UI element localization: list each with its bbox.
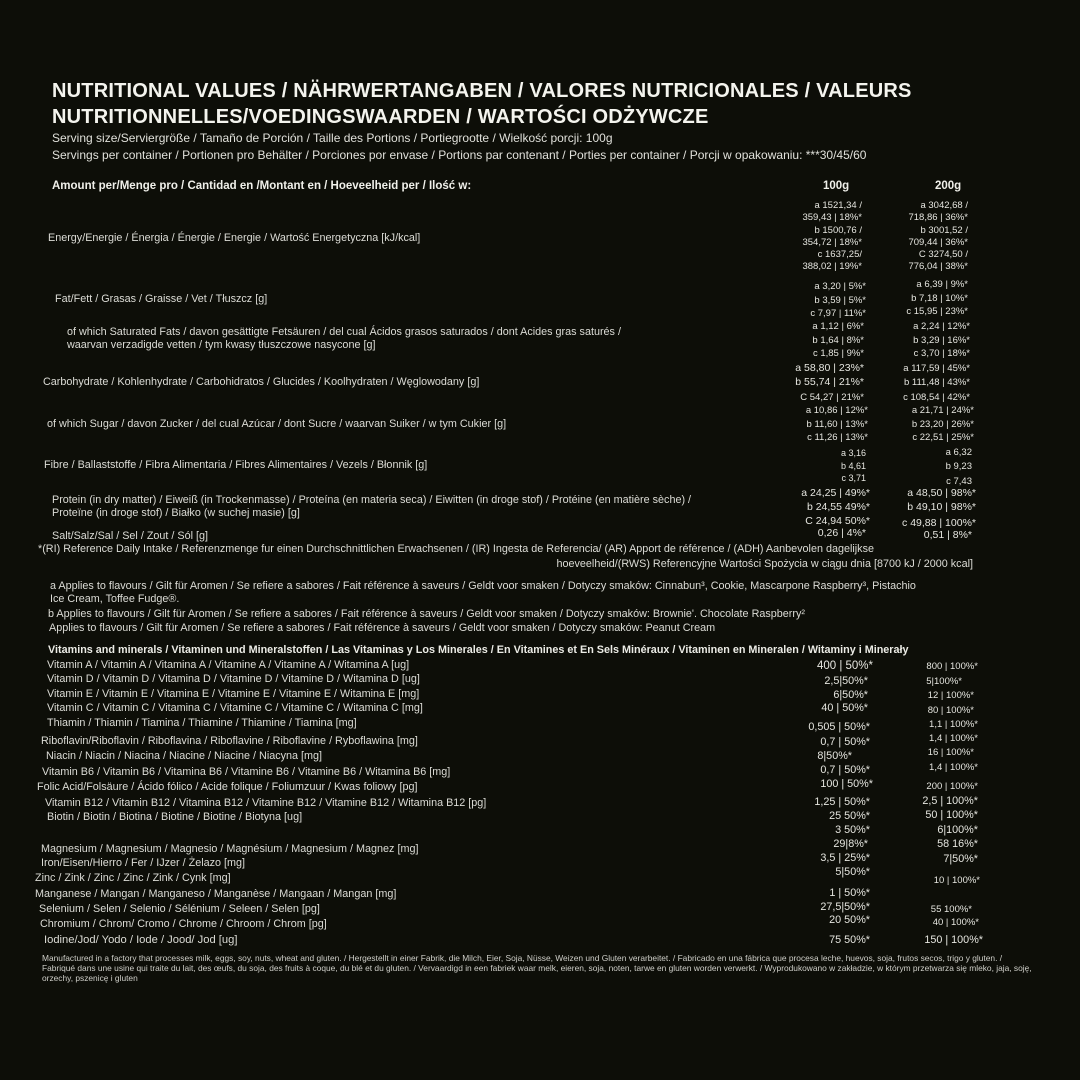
value-line: C 54,27 | 21%* [800, 392, 864, 403]
value-line: c 15,95 | 23%* [906, 306, 968, 317]
flavour-note-b: b Applies to flavours / Gilt für Aromen / Se refiere a sabores / Fait référence à saveurs / Geldt voor smaken / Dotyczy smaków: Brownie'. Chocolate Raspberry² [48, 608, 805, 620]
value-line: c 7,97 | 11%* [810, 308, 866, 319]
vitamin-b12-200g: 2,5 | 100%* [922, 795, 978, 807]
amount-per-label: Amount per/Menge pro / Cantidad en /Montant en / Hoeveelheid per / Ilość w: [52, 180, 472, 192]
vitamin-c-200g: 80 | 100%* [927, 705, 974, 716]
niacin-label: Niacin / Niacin / Niacina / Niacine / Niacine / Niacyna [mg] [46, 750, 323, 762]
folic-acid-200g: 200 | 100%* [926, 781, 978, 792]
value-line: a 48,50 | 98%* [907, 487, 976, 499]
row-fat-100g [810, 280, 866, 321]
value-line: b 23,20 | 26%* [911, 418, 974, 430]
value-line: b 7,18 | 10%* [911, 292, 968, 304]
row-fibre-200g [946, 446, 972, 489]
value-line: c 3,70 | 18%* [913, 348, 970, 359]
row-protein-label [52, 494, 691, 520]
iodine-200g: 150 | 100%* [924, 934, 983, 946]
row-salt-200g: 0,51 | 8%* [923, 529, 972, 541]
manganese-100g: 1 | 50%* [829, 887, 870, 899]
folic-acid-100g: 100 | 50%* [820, 778, 873, 790]
page-title [52, 78, 912, 130]
value-line: c 1637,25/ [817, 249, 862, 261]
value-line: a 6,32 [945, 447, 972, 458]
vitamin-e-100g: 6|50%* [833, 689, 868, 701]
value-line: c 1,85 | 9%* [812, 348, 864, 359]
row-fibre-100g [841, 447, 866, 485]
value-line: 776,04 | 38%* [908, 261, 968, 273]
row-carbohydrate-100g [795, 362, 864, 405]
value-line: b 1500,76 / [814, 224, 862, 236]
value-line: a 58,80 | 23%* [795, 362, 864, 374]
biotin-200g: 50 | 100%* [925, 809, 978, 821]
biotin-100g: 25 50%* [829, 810, 870, 822]
value-line: c 49,88 | 100%* [902, 517, 976, 529]
vitamin-d-100g: 2,5|50%* [824, 675, 868, 687]
row-protein-100g [801, 487, 870, 529]
value-line: c 3,71 [841, 473, 866, 483]
value-line: a 2,24 | 12%* [913, 321, 970, 332]
label-line: of which Saturated Fats / davon gesättigte Fetsäuren / del cual Ácidos grasos saturados / dont Acides gras saturés / [67, 326, 621, 338]
vitamin-d-200g: 5|100%* [926, 676, 962, 687]
flavour-note-c: Applies to flavours / Gilt für Aromen / Se refiere a sabores / Fait référence à saveurs / Geldt voor smaken / Dotyczy smaków: Peanut Cream [49, 622, 716, 634]
iodine-label: Iodine/Jod/ Yodo / Iode / Jood/ Jod [ug] [44, 934, 238, 946]
vitamin-b12-label: Vitamin B12 / Vitamin B12 / Vitamina B12 / Vitamine B12 / Vitamine B12 / Witamina B12 [pg] [45, 797, 487, 809]
value-line: 354,72 | 18%* [802, 236, 862, 248]
value-line: b 24,55 49%* [806, 500, 870, 513]
column-100g: 100g [823, 180, 850, 192]
vitamins-heading: Vitamins and minerals / Vitaminen und Mineralstoffen / Las Vitaminas y Los Minerales / En Vitamines et En Sels Minéraux / Vitaminen en Mineralen / Witaminy i Minerały [48, 644, 909, 656]
servings-per-container: Servings per container / Portionen pro Behälter / Porciones por envase / Portions par contenant / Porties per container / Porcji w opakowaniu: ***30/45/60 [52, 148, 867, 162]
iodine-100g: 75 50%* [829, 934, 870, 946]
zinc-100g: 5|50%* [835, 866, 870, 878]
value-line: a 24,25 | 49%* [801, 487, 870, 499]
iron-200g: 7|50%* [943, 853, 978, 865]
row-salt-label: Salt/Salz/Sal / Sel / Zout / Sól [g] [52, 530, 209, 542]
row-salt-100g: 0,26 | 4%* [817, 527, 866, 539]
label-line: Protein (in dry matter) / Eiweiß (in Trockenmasse) / Proteína (en materia seca) / Eiwitten (in droge stof) / Protéine (en matière sèche) / [52, 494, 692, 506]
flavour-note-a-line: Ice Cream, Toffee Fudge®. [50, 593, 180, 605]
row-sugar-100g [806, 404, 868, 445]
row-fat-label: Fat/Fett / Grasas / Graisse / Vet / Tłuszcz [g] [55, 293, 268, 305]
allergen-statement: Manufactured in a factory that processes milk, eggs, soy, nuts, wheat and gluten. / Hergestellt in einer Fabrik, die Milch, Eier, Soja, Nüsse, Weizen und Gluten verarbeitet. / Fabricado en una fábrica que procesa leche, huevos, soja, frutos secos, trigo y gluten. / Fabriqué dans une usine qui traite du lait, des œufs, du soja, des fruits à coque, du blé et du gluten. / Vervaardigd in een fabriek waar melk, eieren, soja, noten, tarwe en gluten worden verwerkt. / Wyprodukowano w zakładzie, w którym przetwarza się mleko, jaja, soję, orzechy, pszenicę i gluten [42, 953, 1032, 984]
row-energy-200g [908, 200, 968, 274]
thiamin-label: Thiamin / Thiamin / Tiamina / Thiamine / Thiamine / Tiamina [mg] [47, 717, 357, 729]
row-carbohydrate-200g [903, 362, 970, 405]
ri-note-line-1: *(RI) Reference Daily Intake / Referenzmenge fur einen Durchschnittlichen Erwachsenen / (IR) Ingesta de Referencia/ (AR) Apport de référence / (ADH) Aanbevolen dagelijkse [38, 543, 874, 555]
iron-label: Iron/Eisen/Hierro / Fer / IJzer / Żelazo [mg] [41, 857, 246, 869]
title-line-2: NUTRITIONNELLES/VOEDINGSWAARDEN / WARTOŚCI ODŻYWCZE [52, 106, 709, 128]
row-sugar-200g [912, 404, 974, 445]
value-line: b 3,29 | 16%* [913, 334, 970, 346]
value-line: c 108,54 | 42%* [903, 392, 970, 403]
value-line: c 11,26 | 13%* [807, 432, 868, 443]
value-line: c 7,43 [946, 476, 972, 487]
zinc-label: Zinc / Zink / Zinc / Zinc / Zink / Cynk [mg] [35, 872, 231, 884]
chromium-100g: 20 50%* [829, 914, 870, 926]
value-line: C 3274,50 / [918, 249, 968, 261]
unlabeled-row-200g: 6|100%* [937, 824, 978, 836]
thiamin-200g: 1,1 | 100%* [929, 719, 978, 730]
serving-size: Serving size/Serviergröße / Tamaño de Porción / Taille des Portions / Portiegrootte / Wielkość porcji: 100g [52, 131, 613, 145]
value-line: a 1,12 | 6%* [812, 321, 864, 332]
riboflavin-100g: 0,7 | 50%* [820, 736, 870, 748]
value-line: b 111,48 | 43%* [903, 376, 970, 388]
chromium-label: Chromium / Chrom/ Cromo / Chrome / Chroom / Chrom [pg] [40, 918, 327, 930]
row-sugar-label: of which Sugar / davon Zucker / del cual Azúcar / dont Sucre / waarvan Suiker / w tym Cukier [g] [47, 418, 507, 430]
value-line: b 9,23 [945, 460, 972, 472]
flavour-note-a-line: a Applies to flavours / Gilt für Aromen / Se refiere a sabores / Fait référence à saveurs / Geldt voor smaken / Dotyczy smaków: Cinnabun³, Cookie, Mascarpone Raspberry³, Pistachio [50, 580, 916, 592]
value-line: c 22,51 | 25%* [912, 432, 974, 443]
value-line: b 4,61 [840, 460, 866, 471]
value-line: a 3,20 | 5%* [814, 281, 866, 292]
value-line: a 3042,68 / [920, 200, 968, 211]
row-energy-100g [802, 200, 862, 274]
value-line: a 6,39 | 9%* [916, 279, 968, 290]
value-line: 718,86 | 36%* [908, 212, 968, 224]
vitamin-e-label: Vitamin E / Vitamin E / Vitamina E / Vitamine E / Vitamine E / Witamina E [mg] [47, 688, 420, 700]
riboflavin-label: Riboflavin/Riboflavin / Riboflavina / Riboflavine / Riboflavine / Ryboflawina [mg] [41, 735, 418, 747]
vitamin-a-100g: 400 | 50%* [816, 660, 873, 672]
niacin-100g: 8|50%* [817, 750, 852, 762]
iron-100g: 3,5 | 25%* [820, 852, 870, 864]
magnesium-label: Magnesium / Magnesium / Magnesio / Magnésium / Magnesium / Magnez [mg] [41, 843, 419, 855]
niacin-200g: 16 | 100%* [927, 747, 974, 758]
selenium-label: Selenium / Selen / Selenio / Sélénium / Seleen / Selen [pg] [39, 903, 320, 915]
title-line-1: NUTRITIONAL VALUES / NÄHRWERTANGABEN / VALORES NUTRICIONALES / VALEURS [52, 80, 912, 102]
value-line: a 10,86 | 12%* [805, 405, 868, 416]
vitamin-b12-100g: 1,25 | 50%* [814, 796, 870, 808]
biotin-label: Biotin / Biotin / Biotina / Biotine / Biotine / Biotyna [ug] [47, 811, 303, 823]
vitamin-b6-label: Vitamin B6 / Vitamin B6 / Vitamina B6 / Vitamine B6 / Vitamine B6 / Witamina B6 [mg] [42, 766, 451, 778]
vitamin-a-label: Vitamin A / Vitamin A / Vitamina A / Vitamine A / Vitamine A / Witamina A [ug] [47, 659, 410, 671]
vitamin-e-200g: 12 | 100%* [927, 690, 974, 701]
vitamin-b6-100g: 0,7 | 50%* [820, 764, 870, 776]
label-line: Proteïne (in droge stof) / Białko (w suchej masie) [g] [52, 507, 300, 519]
value-line: a 117,59 | 45%* [903, 363, 970, 374]
vitamin-b6-200g: 1,4 | 100%* [929, 762, 978, 773]
value-line: b 3001,52 / [920, 224, 968, 236]
vitamin-a-200g: 800 | 100%* [926, 661, 978, 672]
row-saturated-200g [913, 320, 970, 361]
unlabeled-row-100g: 3 50%* [835, 824, 870, 836]
row-protein-200g [902, 487, 976, 531]
value-line: b 55,74 | 21%* [795, 375, 864, 388]
row-carbohydrate-label: Carbohydrate / Kohlenhydrate / Carbohidratos / Glucides / Koolhydraten / Węglowodany [g] [43, 376, 480, 388]
vitamin-c-100g: 40 | 50%* [821, 702, 868, 714]
row-fibre-label: Fibre / Ballaststoffe / Fibra Alimentaria / Fibres Alimentaires / Vezels / Błonnik [g] [44, 459, 428, 471]
magnesium-200g: 58 16%* [937, 838, 978, 850]
row-energy-label: Energy/Energie / Énergia / Énergie / Energie / Wartość Energetyczna [kJ/kcal] [48, 232, 421, 244]
value-line: 709,44 | 36%* [908, 236, 968, 248]
riboflavin-200g: 1,4 | 100%* [929, 733, 978, 744]
vitamin-c-label: Vitamin C / Vitamin C / Vitamina C / Vitamine C / Vitamine C / Witamina C [mg] [47, 702, 423, 714]
value-line: b 11,60 | 13%* [806, 418, 868, 430]
chromium-200g: 40 | 100%* [932, 917, 979, 928]
row-saturated-label [67, 326, 621, 352]
selenium-100g: 27,5|50%* [820, 901, 870, 913]
vitamin-d-label: Vitamin D / Vitamin D / Vitamina D / Vitamine D / Vitamine D / Witamina D [ug] [47, 673, 420, 685]
column-200g: 200g [935, 180, 962, 192]
zinc-200g: 10 | 100%* [933, 875, 980, 886]
row-saturated-100g [812, 320, 864, 361]
row-fat-200g [906, 278, 968, 319]
manganese-label: Manganese / Mangan / Manganeso / Manganèse / Mangaan / Mangan [mg] [35, 888, 397, 900]
selenium-200g: 55 100%* [930, 904, 972, 915]
folic-acid-label: Folic Acid/Folsäure / Ácido fólico / Acide folique / Foliumzuur / Kwas foliowy [pg] [37, 781, 418, 793]
value-line: a 21,71 | 24%* [911, 405, 974, 416]
ri-note-line-2: hoeveelheid/(RWS) Referencyjne Wartości Spożycia w ciągu dnia [8700 kJ / 2000 kcal] [556, 558, 973, 570]
value-line: a 1521,34 / [814, 200, 862, 211]
value-line: b 1,64 | 8%* [812, 334, 864, 346]
thiamin-100g: 0,505 | 50%* [808, 721, 870, 733]
value-line: a 3,16 [840, 448, 866, 458]
magnesium-100g: 29|8%* [833, 838, 868, 850]
flavour-note-a [50, 580, 916, 606]
value-line: b 49,10 | 98%* [907, 500, 976, 513]
value-line: b 3,59 | 5%* [814, 294, 866, 306]
value-line: 388,02 | 19%* [802, 261, 862, 273]
value-line: C 24,94 50%* [805, 515, 870, 527]
label-line: waarvan verzadigde vetten / tym kwasy tłuszczowe nasycone [g] [67, 339, 376, 351]
value-line: 359,43 | 18%* [802, 212, 862, 224]
